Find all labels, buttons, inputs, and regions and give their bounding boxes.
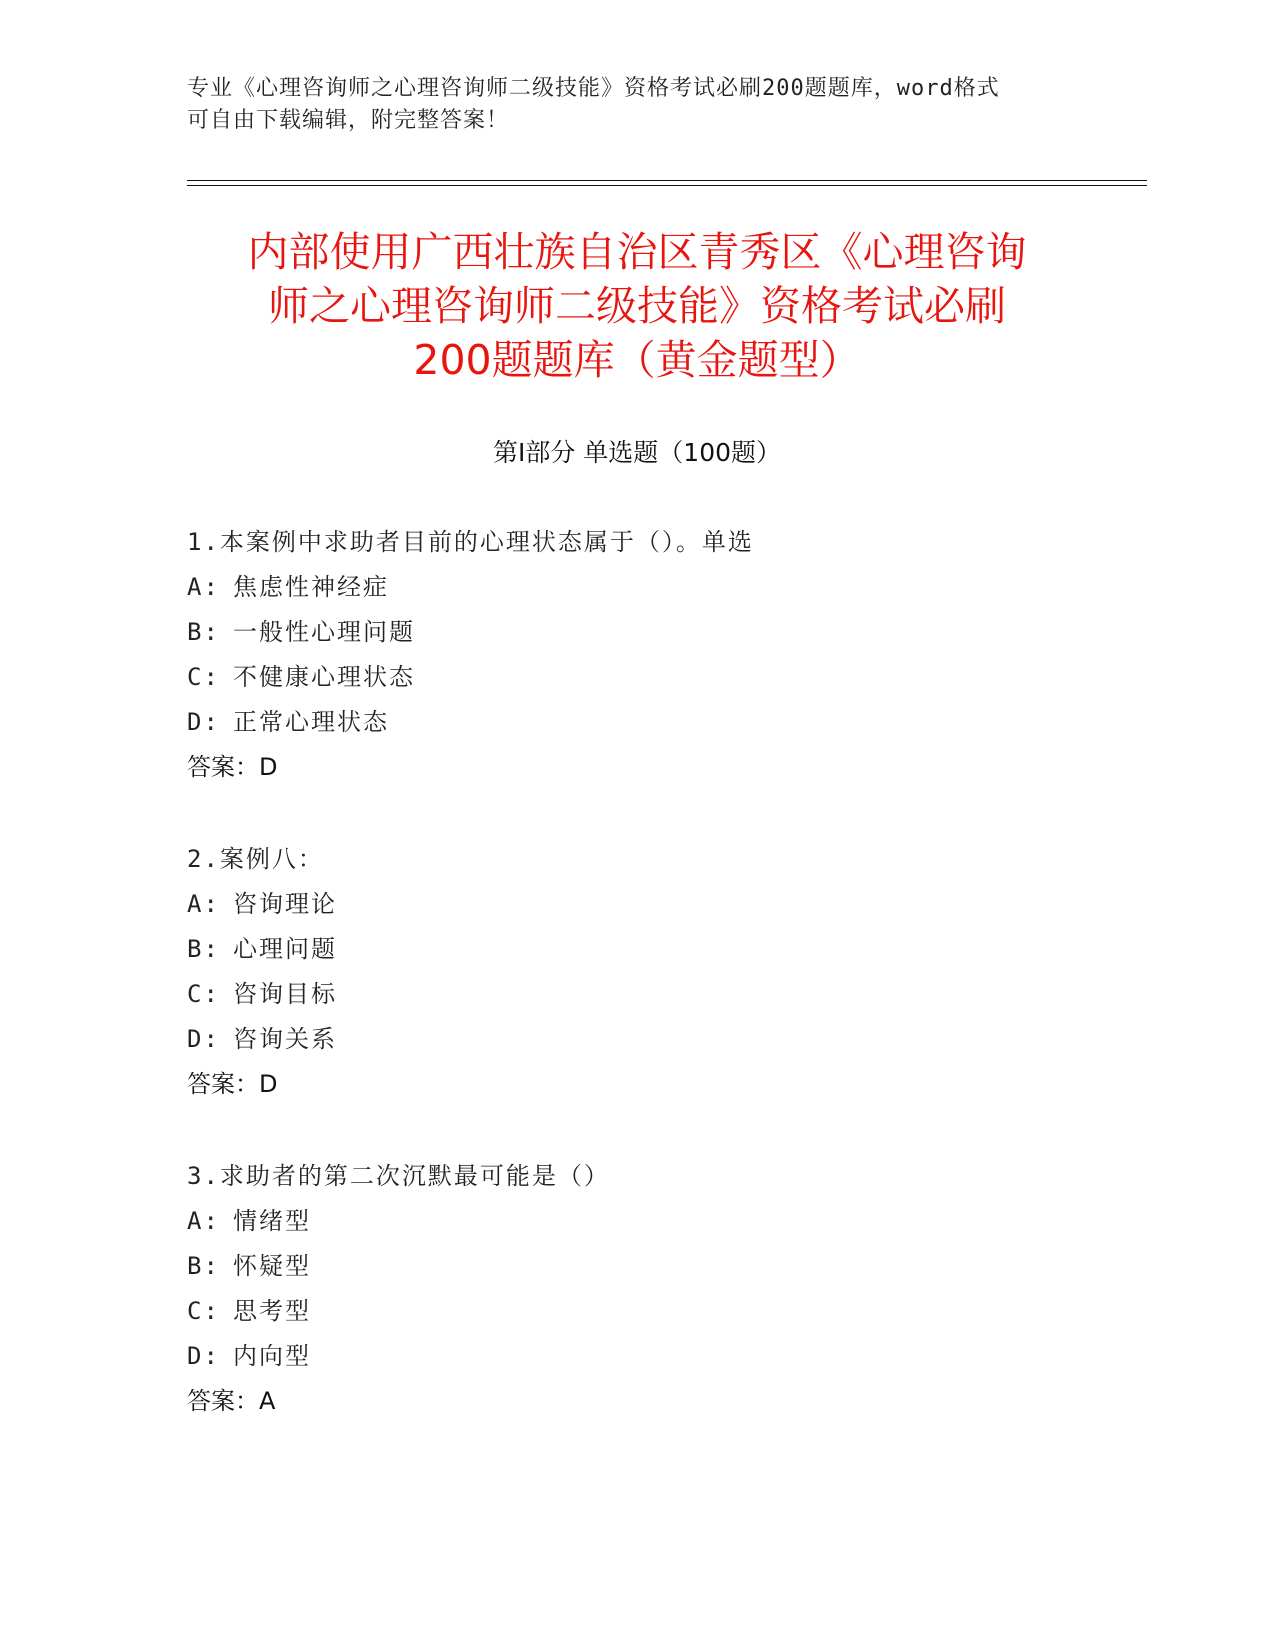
option-text: 咨询目标 [233, 980, 337, 1008]
document-title-line-3: 200题题库（黄金题型） [413, 336, 861, 384]
question-option-b [187, 927, 1067, 972]
option-text: 心理问题 [233, 935, 337, 963]
section-title: 第Ⅰ部分 单选题（100题） [492, 438, 782, 467]
question-1 [187, 520, 1067, 790]
question-answer: 答案：D [187, 753, 278, 781]
header-note-line-2: 可自由下载编辑，附完整答案！ [187, 108, 510, 133]
option-text: 焦虑性神经症 [233, 573, 389, 601]
option-text: 咨询关系 [233, 1025, 337, 1053]
header-note [187, 73, 1067, 137]
option-text: 情绪型 [233, 1207, 311, 1235]
option-letter: C: [187, 980, 220, 1008]
question-option-c [187, 1289, 1067, 1334]
question-3 [187, 1154, 1067, 1424]
option-text: 咨询理论 [233, 890, 337, 918]
question-option-d [187, 700, 1067, 745]
option-letter: A: [187, 1207, 220, 1235]
option-text: 正常心理状态 [233, 708, 389, 736]
question-option-a [187, 565, 1067, 610]
option-letter: C: [187, 1297, 220, 1325]
option-letter: B: [187, 935, 220, 963]
option-text: 思考型 [233, 1297, 311, 1325]
option-text: 一般性心理问题 [233, 618, 415, 646]
option-text: 不健康心理状态 [233, 663, 415, 691]
question-option-a [187, 1199, 1067, 1244]
question-2 [187, 837, 1067, 1107]
option-letter: A: [187, 573, 220, 601]
document-title-line-1: 内部使用广西壮族自治区青秀区《心理咨询 [247, 228, 1027, 276]
header-divider-top [187, 180, 1147, 181]
question-stem: 2.案例八： [187, 845, 324, 873]
question-option-a [187, 882, 1067, 927]
option-letter: B: [187, 1252, 220, 1280]
question-answer: 答案：A [187, 1387, 276, 1415]
question-option-b [187, 1244, 1067, 1289]
option-letter: D: [187, 1025, 220, 1053]
question-stem: 3.求助者的第二次沉默最可能是（） [187, 1162, 610, 1190]
option-letter: D: [187, 1342, 220, 1370]
question-stem: 1.本案例中求助者目前的心理状态属于（）。单选 [187, 528, 754, 556]
document-title [187, 225, 1087, 387]
option-letter: B: [187, 618, 220, 646]
question-option-b [187, 610, 1067, 655]
option-text: 内向型 [233, 1342, 311, 1370]
option-text: 怀疑型 [233, 1252, 311, 1280]
option-letter: C: [187, 663, 220, 691]
option-letter: A: [187, 890, 220, 918]
header-divider-bottom [187, 185, 1147, 186]
question-answer: 答案：D [187, 1070, 278, 1098]
header-note-line-1: 专业《心理咨询师之心理咨询师二级技能》资格考试必刷200题题库，word格式 [187, 76, 1000, 101]
question-option-d [187, 1334, 1067, 1379]
document-title-line-2: 师之心理咨询师二级技能》资格考试必刷 [268, 282, 1006, 330]
question-option-c [187, 972, 1067, 1017]
question-option-d [187, 1017, 1067, 1062]
option-letter: D: [187, 708, 220, 736]
question-option-c [187, 655, 1067, 700]
